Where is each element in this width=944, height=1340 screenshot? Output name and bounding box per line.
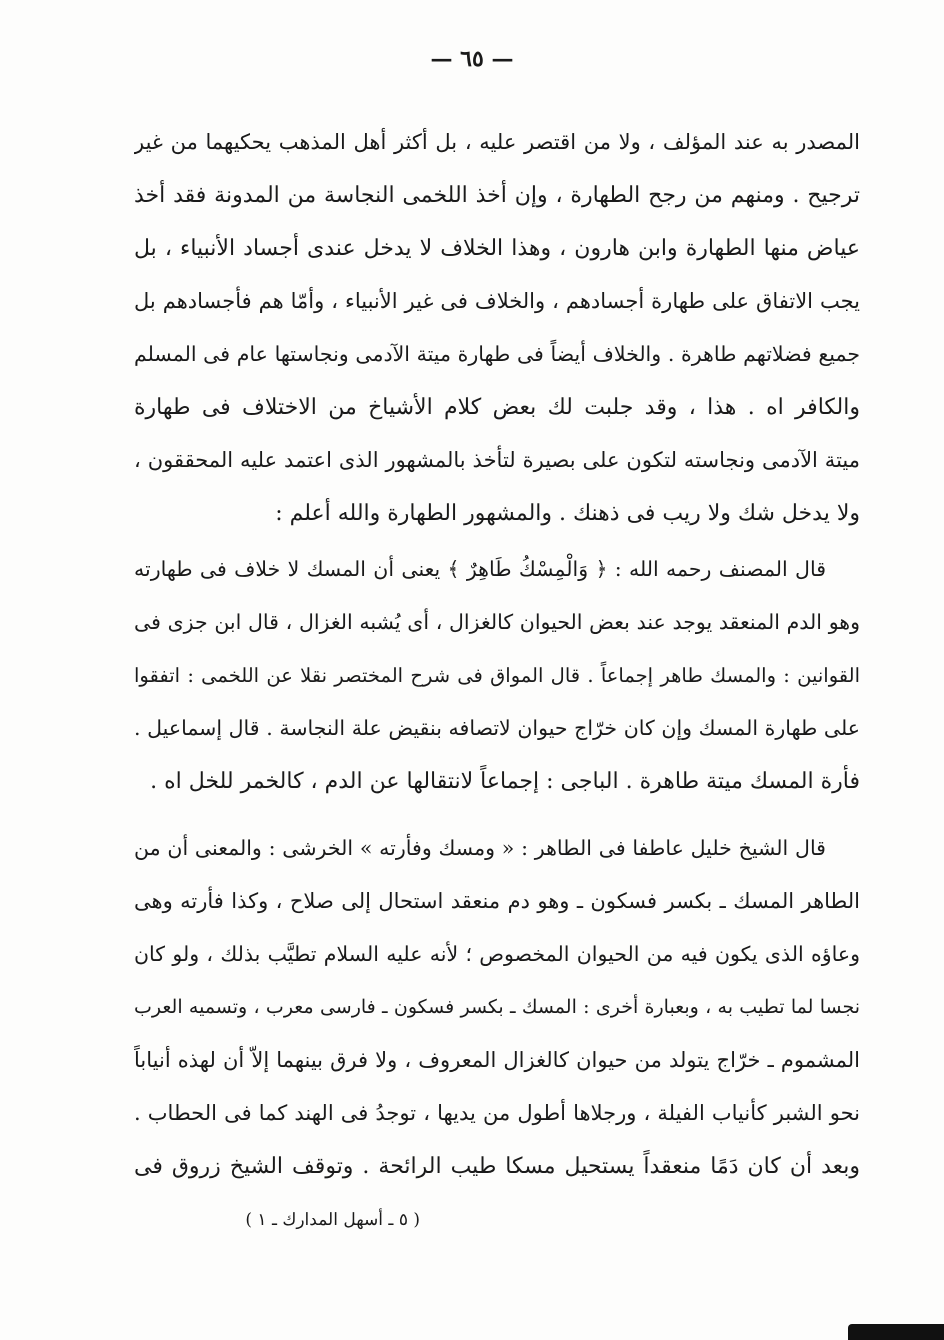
- text-line: عياض منها الطهارة وابن هارون ، وهذا الخلاف لا يدخل عندى أجساد الأنبياء ، بل: [134, 236, 860, 261]
- text-line: المشموم ـ خرّاج يتولد من حيوان كالغزال المعروف ، ولا فرق بينهما إلاّ أن لهذه أنياباً: [134, 1048, 860, 1072]
- text-line: قال المصنف رحمه الله : ﴿ وَالْمِسْكُ طَاهِرٌ ﴾ يعنى أن المسك لا خلاف فى طهارته: [134, 557, 826, 581]
- text-line: ولا يدخل شك ولا ريب فى ذهنك . والمشهور الطهارة والله أعلم :: [275, 501, 860, 526]
- text-line: الطاهر المسك ـ بكسر فسكون ـ وهو دم منعقد استحال إلى صلاح ، وكذا فأرته وهى: [134, 889, 860, 913]
- text-line: والكافر اه . هذا ، وقد جلبت لك بعض كلام الأشياخ من الاختلاف فى طهارة: [134, 395, 860, 420]
- text-line: ميتة الآدمى ونجاسته لتكون على بصيرة لتأخذ بالمشهور الذى اعتمد عليه المحققون ،: [134, 448, 860, 472]
- page-footer-signature: ( ٥ ـ أسهل المدارك ـ ١ ): [245, 1210, 420, 1230]
- text-line: وبعد أن كان دَمًا منعقداً يستحيل مسكا طيب الرائحة . وتوقف الشيخ زروق فى: [134, 1154, 860, 1179]
- text-line: على طهارة المسك وإن كان خرّاج حيوان لاتصافه بنقيض علة النجاسة . قال إسماعيل .: [134, 716, 860, 740]
- paragraph-2: [134, 543, 860, 808]
- text-line: نحو الشبر كأنياب الفيلة ، ورجلاها أطول من يديها ، توجدُ فى الهند كما فى الحطاب .: [134, 1101, 860, 1125]
- paragraph-1: [134, 116, 860, 540]
- page-number: — ٦٥ —: [430, 46, 514, 72]
- paragraph-3: [134, 822, 860, 1193]
- text-line: ترجيح . ومنهم من رجح الطهارة ، وإن أخذ اللخمى النجاسة من المدونة فقد أخذ: [134, 183, 860, 208]
- text-line: فأرة المسك ميتة طاهرة . الباجى : إجماعاً لانتقالها عن الدم ، كالخمر للخل اه .: [150, 769, 860, 794]
- text-line: يجب الاتفاق على طهارة أجسادهم ، والخلاف فى غير الأنبياء ، وأمّا هم فأجسادهم بل: [134, 289, 860, 313]
- text-line: جميع فضلاتهم طاهرة . والخلاف أيضاً فى طهارة ميتة الآدمى ونجاستها عام فى المسلم: [134, 342, 860, 366]
- text-line: وهو الدم المنعقد يوجد عند بعض الحيوان كالغزال ، أى يُشبه الغزال ، قال ابن جزى فى: [134, 610, 860, 634]
- scan-edge-shadow: [848, 1324, 944, 1340]
- text-line: القوانين : والمسك طاهر إجماعاً . قال المواق فى شرح المختصر نقلا عن اللخمى : اتفقوا: [134, 664, 860, 687]
- text-line: المصدر به عند المؤلف ، ولا من اقتصر عليه ، بل أكثر أهل المذهب يحكيهما من غير: [134, 130, 860, 154]
- text-line: نجسا لما تطيب به ، وبعبارة أخرى : المسك ـ بكسر فسكون ـ فارسى معرب ، وتسميه العرب: [134, 996, 860, 1018]
- text-line: قال الشيخ خليل عاطفا فى الطاهر : « ومسك وفأرته » الخرشى : والمعنى أن من: [134, 836, 826, 860]
- text-line: وعاؤه الذى يكون فيه من الحيوان المخصوص ؛ لأنه عليه السلام تطيَّب بذلك ، ولو كان: [134, 942, 860, 966]
